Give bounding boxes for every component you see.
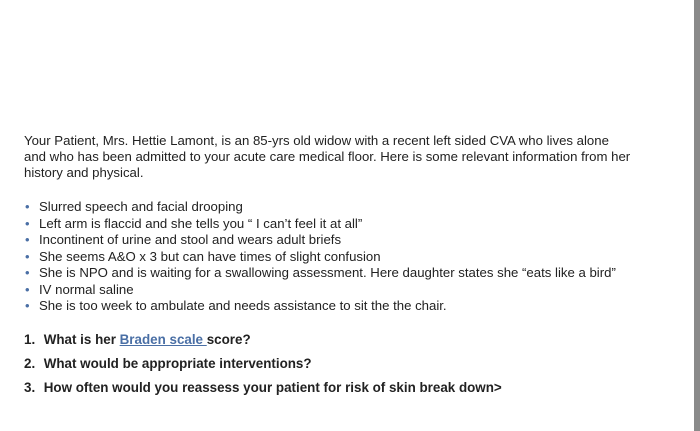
question-item xyxy=(24,332,634,348)
document-body xyxy=(24,133,634,404)
bullet-icon: • xyxy=(25,248,30,264)
bullet-icon: • xyxy=(25,215,30,231)
list-item xyxy=(24,232,634,248)
bullet-icon: • xyxy=(25,199,30,214)
history-bullet-list xyxy=(24,199,634,314)
question-item xyxy=(24,380,634,396)
bullet-icon: • xyxy=(25,232,30,247)
question-text: How often would you reassess your patient for risk of skin break down> xyxy=(43,380,502,395)
question-text-end: score? xyxy=(206,332,251,347)
question-number: 3. xyxy=(24,380,36,395)
list-item xyxy=(24,199,634,215)
bullet-icon: • xyxy=(25,281,30,297)
bullet-icon: • xyxy=(25,298,30,313)
question-number: 2. xyxy=(24,356,36,371)
bullet-text: She is NPO and is waiting for a swallowing assessment. Here daughter states she “eats like a bird” xyxy=(39,265,616,280)
window-right-edge xyxy=(694,0,700,431)
intro-paragraph: Your Patient, Mrs. Hettie Lamont, is an 85-yrs old widow with a recent left sided CVA who lives alone and who has been admitted to your acute care medical floor. Here is some relevant information from her history and physical. xyxy=(24,133,631,180)
braden-scale-link[interactable]: Braden scale xyxy=(119,332,207,347)
question-item xyxy=(24,356,634,372)
list-item xyxy=(24,249,634,265)
bullet-text: Left arm is flaccid and she tells you “ I can’t feel it at all” xyxy=(39,215,363,231)
bullet-icon: • xyxy=(25,265,30,280)
list-item xyxy=(24,216,634,232)
bullet-text: Slurred speech and facial drooping xyxy=(39,199,243,214)
bullet-text: She seems A&O x 3 but can have times of slight confusion xyxy=(39,248,381,264)
bullet-text: She is too week to ambulate and needs assistance to sit the the chair. xyxy=(39,298,447,313)
list-item xyxy=(24,265,634,281)
bullet-text: Incontinent of urine and stool and wears adult briefs xyxy=(39,232,342,247)
question-text-start: What is her xyxy=(43,332,120,347)
list-item xyxy=(24,298,634,314)
question-text: What would be appropriate interventions? xyxy=(43,356,312,371)
list-item xyxy=(24,282,634,298)
bullet-text: IV normal saline xyxy=(39,281,134,297)
question-number: 1. xyxy=(24,332,36,347)
question-list xyxy=(24,332,634,396)
